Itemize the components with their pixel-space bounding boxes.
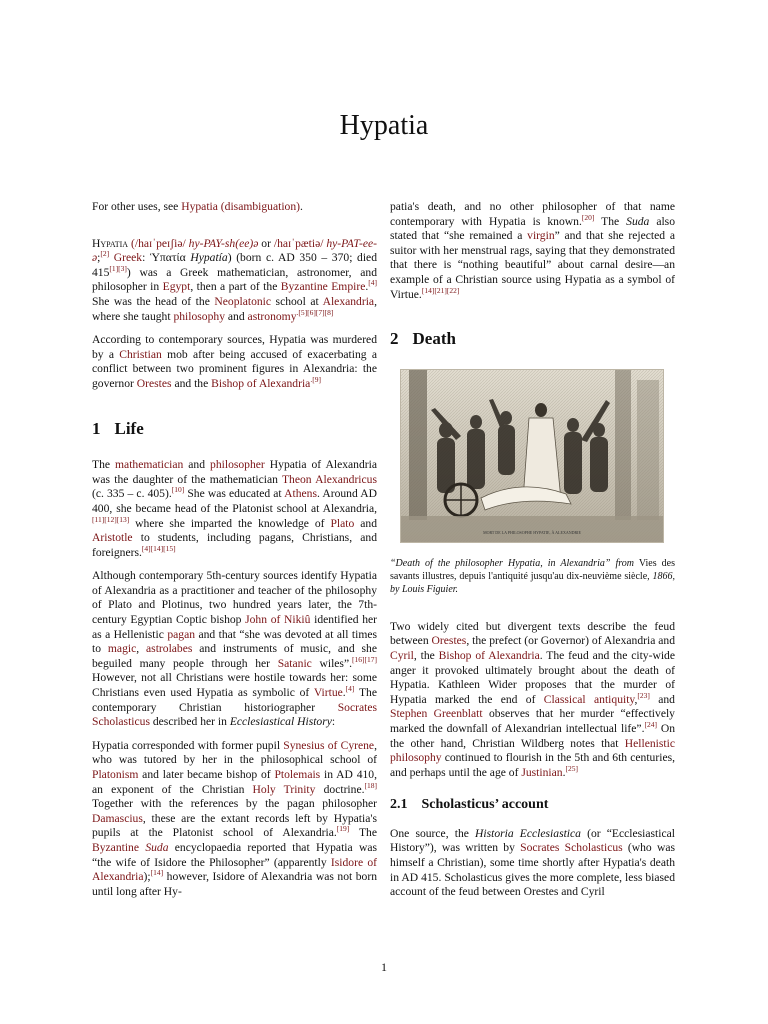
ref-2[interactable]: [2] bbox=[100, 249, 110, 259]
caption-title: “Death of the philosopher Hypatia, in Alexandria” bbox=[390, 557, 616, 569]
intro-text-g: and bbox=[225, 309, 248, 323]
pronunciation-1[interactable] bbox=[189, 237, 259, 250]
text: in AD 410, an exponent of the Christian bbox=[92, 768, 377, 796]
text: . bbox=[342, 686, 346, 700]
pronunciation-1-text: hy-PAY-sh(ee)ə bbox=[188, 236, 259, 250]
text: The contemporary Christian historiographer bbox=[92, 686, 378, 714]
hatnote-suffix: . bbox=[300, 200, 303, 213]
greek-link[interactable]: Greek bbox=[113, 251, 143, 265]
text: The bbox=[594, 214, 627, 228]
text: identified her as a Hellenistic bbox=[92, 613, 378, 641]
ref-20[interactable]: [20] bbox=[581, 212, 595, 222]
born-text: ) (born c. AD 350 – 370; died 415 bbox=[92, 251, 378, 279]
orestes-link[interactable]: Orestes bbox=[136, 376, 172, 390]
page-number: 1 bbox=[381, 960, 387, 974]
ref-5-8[interactable]: .[5][6][7][8] bbox=[296, 307, 334, 317]
philosopher-link[interactable]: philosopher bbox=[210, 458, 265, 472]
right-column bbox=[390, 200, 675, 909]
justinian-link[interactable]: Justinian bbox=[521, 765, 563, 779]
text: and bbox=[354, 516, 378, 530]
engraving-inscription: MORT DE LA PHILOSOPHE HYPATIE, À ALEXANDRIE bbox=[483, 529, 581, 535]
page-title: Hypatia bbox=[339, 110, 429, 141]
section-title: Life bbox=[114, 418, 144, 438]
ref-14-21-22[interactable]: [14][21][22] bbox=[421, 285, 460, 295]
pillar-far-right bbox=[637, 380, 659, 520]
section-heading-life bbox=[92, 418, 377, 438]
text: where she imparted the knowledge of bbox=[129, 516, 331, 530]
ecclesiastical-history-title: Ecclesiastical History bbox=[229, 715, 332, 729]
synesius-link[interactable]: Synesius of Cyrene bbox=[283, 738, 375, 752]
holy-trinity-link[interactable]: Holy Trinity bbox=[252, 782, 316, 796]
life-paragraph-2 bbox=[92, 569, 377, 730]
subsection-number: 2.1 bbox=[390, 797, 408, 813]
plato-link[interactable]: Plato bbox=[330, 516, 355, 530]
text: however, Isidore of Alexandria was not born until long after Hy- bbox=[92, 870, 377, 898]
platonism-link[interactable]: Platonism bbox=[92, 768, 139, 781]
astronomy-link[interactable]: astronomy bbox=[247, 309, 297, 323]
text: ” and that she rejected a suitor with her menstrual rags, saying that they demonstrated that there is “nothing beautiful” about carnal desire—an example of a Christian source using Hypatia as a symbol of Virtue. bbox=[390, 229, 675, 301]
ref-4-14-15[interactable]: [4][14][15] bbox=[141, 543, 176, 553]
scholasticus-paragraph-1 bbox=[390, 827, 675, 900]
hellenistic-philosophy-link[interactable]: Hellenistic philosophy bbox=[390, 736, 675, 765]
intro2-text-c: and the bbox=[171, 376, 212, 390]
intro-text-d: She was the head of the bbox=[92, 294, 215, 308]
life-paragraph-1 bbox=[92, 458, 377, 560]
ref-14[interactable]: [14] bbox=[150, 868, 164, 878]
egypt-link[interactable]: Egypt bbox=[162, 280, 191, 294]
virgin-link[interactable]: virgin bbox=[527, 229, 555, 243]
text: and later became bishop of bbox=[138, 768, 275, 781]
or-text: or bbox=[258, 236, 274, 250]
text: doctrine. bbox=[315, 782, 365, 796]
left-column bbox=[92, 200, 377, 908]
greek-text: : Ὑπατία bbox=[142, 251, 191, 265]
text: (or “Ecclesiastical History”), was written by bbox=[390, 826, 675, 855]
text: also stated that “she remained a bbox=[390, 214, 675, 243]
alexandria-link[interactable]: Alexandria bbox=[322, 294, 375, 308]
text: . bbox=[562, 765, 566, 779]
cyril-link[interactable]: Cyril bbox=[390, 648, 414, 662]
athens-link[interactable]: Athens bbox=[284, 487, 317, 501]
theon-link[interactable]: Theon Alexandricus bbox=[281, 472, 377, 486]
greenblatt-link[interactable]: Stephen Greenblatt bbox=[390, 707, 483, 721]
ref-4b[interactable]: [4] bbox=[345, 684, 355, 694]
text: wiles”. bbox=[311, 656, 352, 670]
text: described her in bbox=[149, 715, 230, 729]
pagan-link[interactable]: pagan bbox=[167, 627, 196, 641]
text: She was educated at bbox=[184, 487, 285, 501]
ipa-link-1[interactable]: (/haɪˈpeɪʃiə/ bbox=[131, 236, 186, 250]
aristotle-link[interactable]: Aristotle bbox=[92, 531, 133, 545]
ref-18[interactable]: [18] bbox=[364, 780, 377, 790]
disambiguation-link[interactable]: Hypatia (disambiguation) bbox=[181, 200, 301, 213]
orestes-link-2[interactable]: Orestes bbox=[431, 634, 467, 648]
text: , bbox=[136, 642, 147, 656]
philosophy-link[interactable]: philosophy bbox=[173, 309, 225, 323]
byzantine-link[interactable]: Byzantine bbox=[92, 840, 140, 854]
socrates-link-2[interactable]: Socrates Scholasticus bbox=[520, 841, 623, 855]
text: On the other hand, Christian Wildberg notes that bbox=[390, 721, 675, 750]
text: Hypatia of Alexandria was the daughter of the mathematician bbox=[92, 458, 377, 486]
text: to students, including pagans, Christians, and foreigners. bbox=[92, 531, 377, 559]
text: : bbox=[331, 715, 336, 729]
bishop-link-2[interactable]: Bishop of Alexandria bbox=[438, 648, 540, 662]
section-heading-death bbox=[390, 329, 675, 349]
subject-name: Hypatia bbox=[92, 236, 129, 250]
pillar-right bbox=[615, 370, 631, 520]
ref-25[interactable]: [25] bbox=[565, 763, 578, 773]
text: and that “she was devoted at all times to bbox=[92, 627, 377, 656]
byzantine-empire-link[interactable]: Byzantine Empire bbox=[280, 280, 366, 294]
text: Although contemporary 5th-century sources identify Hypatia of Alexandria as a practitioner and teacher of the philosophy of Plato and Plotinus, two hundred years later, the 7th-century Egyptian Coptic bishop bbox=[92, 569, 377, 627]
ref-16-17[interactable]: [16][17] bbox=[352, 654, 377, 664]
text: and instruments of music, and she beguiled many people through her bbox=[92, 642, 377, 670]
ground bbox=[401, 516, 663, 542]
intro2-text-a: According to contemporary sources, Hypatia was murdered by a bbox=[92, 333, 377, 361]
intro-text-f: , where she taught bbox=[92, 294, 377, 323]
death-of-hypatia-engraving[interactable] bbox=[400, 369, 664, 543]
text: . Around AD 400, she became head of the Platonist school at Alexandria, bbox=[92, 487, 377, 515]
ipa-link-2[interactable]: /haɪˈpætiə/ bbox=[273, 236, 324, 250]
subsection-title: Scholasticus’ account bbox=[421, 797, 549, 813]
greek-italic: Hypatía bbox=[190, 251, 228, 265]
text: , who was tutored by her in the philosophical school of bbox=[92, 738, 377, 767]
magic-link[interactable]: magic bbox=[107, 642, 137, 656]
astrolabes-link[interactable]: astrolabes bbox=[146, 642, 193, 656]
section-title: Death bbox=[412, 329, 456, 349]
text: , these are the extant records left by Hypatia's pupils at the Platonist school of Alexandria. bbox=[92, 811, 377, 840]
ref-19[interactable]: [19] bbox=[336, 824, 350, 834]
isidore-link[interactable]: Isidore of Alexandria bbox=[92, 855, 377, 884]
text: (c. 335 – c. 405). bbox=[92, 487, 172, 501]
text: , bbox=[634, 692, 638, 706]
pillar-left bbox=[409, 370, 427, 520]
text: continued to flourish in the 5th and 6th centuries, and perhaps until the age of bbox=[390, 751, 675, 779]
suda-link[interactable] bbox=[145, 841, 168, 854]
neoplatonic-link[interactable]: Neoplatonic bbox=[214, 294, 272, 308]
text: One source, the bbox=[390, 826, 476, 840]
text: , the prefect (or Governor) of Alexandria and bbox=[466, 634, 675, 648]
ref-10[interactable]: [10] bbox=[171, 485, 185, 495]
text: However, not all Christians were hostile towards her: some Christians even used Hypatia as symbolic of bbox=[92, 671, 377, 700]
intro-paragraph: Hypatia (/haɪˈpeɪʃiə/ hy-PAY-sh(ee)ə or /haɪˈpætiə/ hy-PAT-ee-ə;[2] Greek: Ὑπατία Hypatía) (born c. AD 350 – 370; died 415[1][3]) was a Greek mathematician, astronomer, and philosopher in Egypt, then a part of the Byzantine Empire.[4] She was the head of the Neoplatonic school at Alexandria, where she taught philosophy and astronomy$^{.[5][6][7][8]}$ bbox=[92, 236, 378, 323]
ref-9[interactable]: .[9] bbox=[310, 375, 321, 385]
hatnote-prefix: For other uses, see bbox=[92, 200, 182, 213]
ptolemais-link[interactable]: Ptolemais bbox=[274, 768, 321, 781]
john-of-nikiu-link[interactable]: John of Nikiû bbox=[245, 613, 311, 627]
right-intro-paragraph bbox=[390, 200, 675, 302]
text: Together with the references by the pagan philosopher bbox=[92, 797, 377, 811]
historia-title: Historia Ecclesiastica bbox=[475, 826, 581, 840]
ref-23[interactable]: [23] bbox=[637, 690, 650, 700]
engraving-image bbox=[401, 370, 663, 542]
ref-4[interactable]: [4] bbox=[368, 278, 377, 288]
text: observes that her murder “effectively marked the downfall of Alexandrian intellectual life”. bbox=[390, 707, 675, 735]
intro-text-e: school at bbox=[271, 294, 323, 308]
text: and bbox=[649, 692, 675, 706]
text: encyclopaedia reported that Hypatia was “the wife of Isidore the Philosopher” (apparently bbox=[92, 840, 377, 869]
satanic-link[interactable]: Satanic bbox=[277, 656, 312, 670]
ref-1-3[interactable]: [1][3] bbox=[109, 263, 127, 273]
text: and bbox=[183, 458, 211, 472]
section-number: 2 bbox=[390, 329, 399, 349]
intro2-text-b: mob after being accused of exacerbating a conflict between two prominent figures in Alexandria: the governor bbox=[92, 347, 377, 390]
text: (who was himself a Christian), some time shortly after Hypatia's death in AD 415. Scholasticus gives the more complete, less biased account of the feud between Orestes and Cyril bbox=[390, 841, 676, 899]
ref-11-13[interactable]: [11][12][13] bbox=[92, 514, 130, 524]
bishop-link[interactable]: Bishop of Alexandria bbox=[211, 376, 311, 390]
text: The bbox=[349, 826, 377, 840]
suda-italic: Suda bbox=[626, 214, 650, 228]
socrates-link[interactable]: Socrates Scholasticus bbox=[92, 700, 377, 729]
virtue-link[interactable]: Virtue bbox=[313, 686, 343, 700]
text: . The feud and the city-wide anger it provoked ultimately brought about the death of Hypatia. Kathleen Wider proposes that the murder of Hypatia marked the end of bbox=[390, 648, 675, 706]
intro-paragraph-2 bbox=[92, 333, 377, 391]
figure-caption bbox=[390, 557, 675, 596]
text: patia's death, and no other philosopher of that name contemporary with Hypatia is known. bbox=[390, 200, 675, 228]
pronunciation-2-text: hy-PAT-ee-ə bbox=[92, 236, 378, 265]
text: ); bbox=[143, 870, 151, 884]
suda-text: Suda bbox=[145, 840, 169, 854]
text: The bbox=[92, 458, 116, 472]
section-number: 1 bbox=[92, 418, 101, 438]
text: Two widely cited but divergent texts describe the feud between bbox=[390, 619, 675, 648]
subsection-heading-scholasticus bbox=[390, 798, 675, 813]
caption-source: Vies des savants illustres, depuis l'antiquité jusqu'au dix-neuvième siècle bbox=[390, 557, 675, 582]
christian-link[interactable]: Christian bbox=[119, 347, 162, 361]
intro-text-b: ) was a Greek mathematician, astronomer, and philosopher in bbox=[92, 265, 377, 294]
caption-credit: , 1866, by Louis Figuier. bbox=[390, 570, 676, 595]
ref-24[interactable]: [24] bbox=[644, 720, 657, 730]
damascius-link[interactable]: Damascius bbox=[92, 811, 143, 825]
text: Hypatia corresponded with former pupil bbox=[92, 738, 284, 752]
classical-antiquity-link[interactable]: Classical antiquity bbox=[543, 692, 635, 706]
text: , the bbox=[413, 648, 439, 662]
hatnote bbox=[92, 200, 377, 215]
caption-from: from bbox=[615, 557, 634, 569]
death-paragraph-1 bbox=[390, 620, 675, 781]
mathematician-link[interactable]: mathematician bbox=[115, 458, 184, 472]
intro-text-c: , then a part of the bbox=[190, 280, 281, 294]
life-paragraph-3 bbox=[92, 739, 377, 900]
